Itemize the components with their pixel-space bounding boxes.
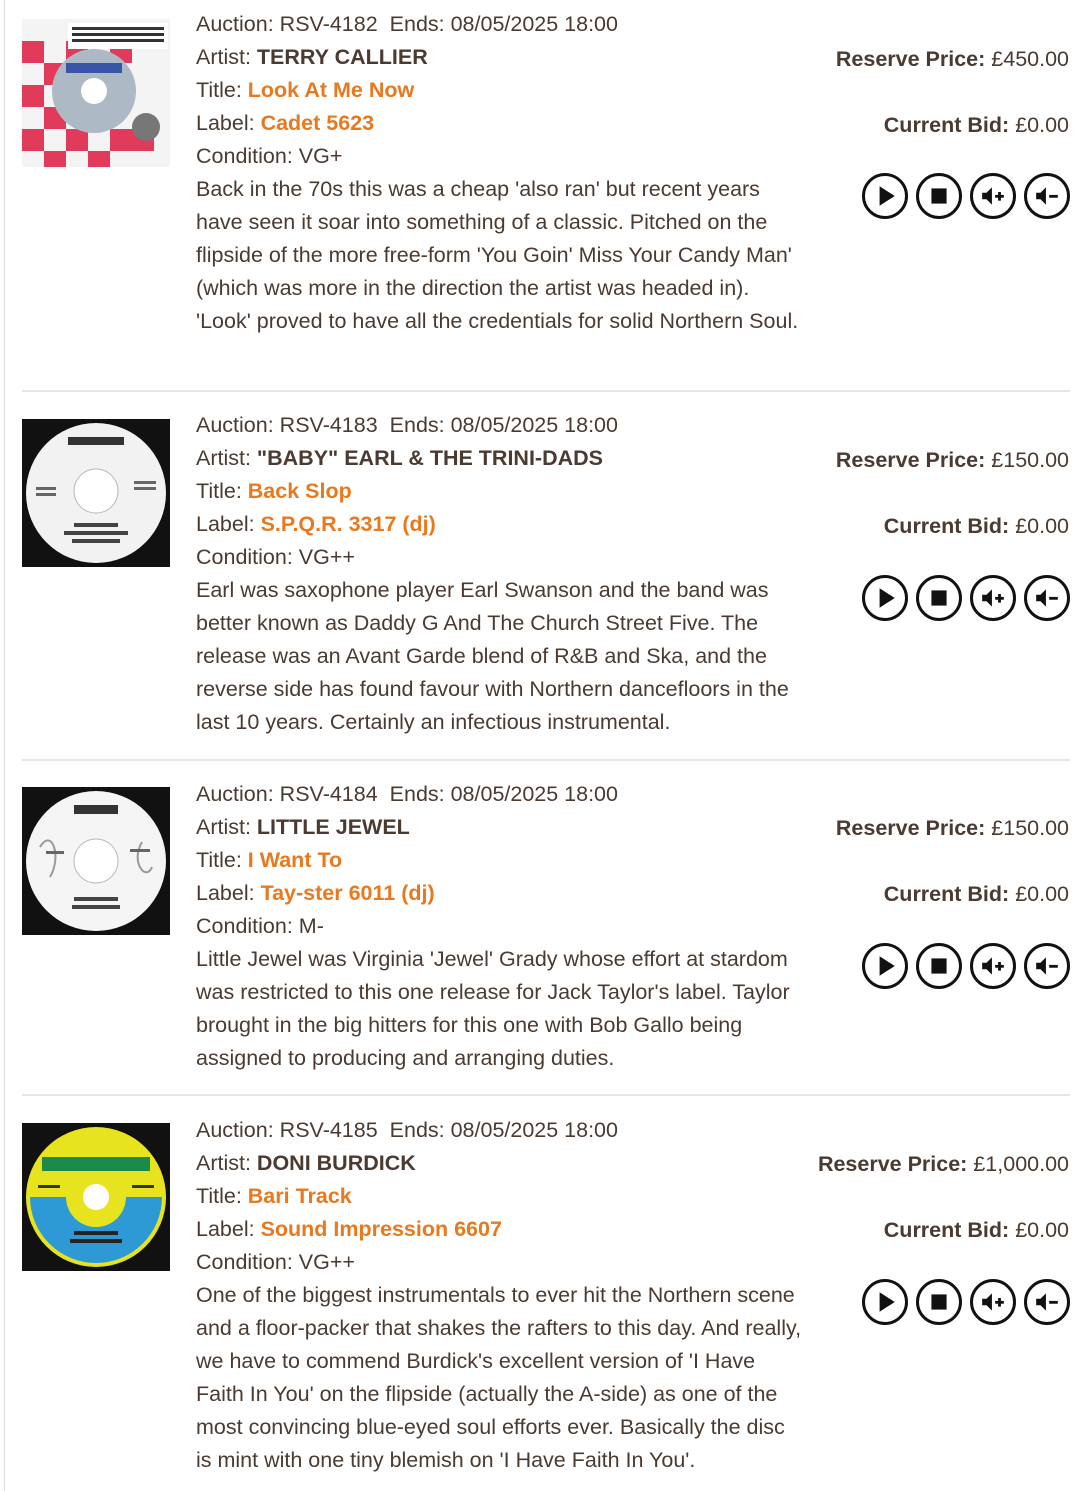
title-line: Title: Bari Track (196, 1184, 352, 1208)
condition-value: VG++ (298, 545, 355, 569)
current-bid: Current Bid: £0.00 (883, 882, 1069, 906)
play-icon (872, 953, 898, 979)
play-button[interactable] (862, 943, 908, 989)
stop-button[interactable] (916, 173, 962, 219)
auction-line: Auction: RSV-4184 Ends: 08/05/2025 18:00 (196, 782, 618, 806)
audio-controls (862, 1279, 1070, 1325)
stop-icon (926, 585, 952, 611)
record-image[interactable] (22, 419, 170, 567)
stop-button[interactable] (916, 943, 962, 989)
artist-name: TERRY CALLIER (256, 45, 428, 69)
audio-controls (862, 943, 1070, 989)
title-link[interactable]: Back Slop (247, 479, 352, 503)
auction-id: RSV-4183 (279, 413, 378, 437)
volume-up-icon (980, 183, 1006, 209)
description: Earl was saxophone player Earl Swanson and the band was better known as Daddy G And The Church Street Five. The release was an Avant Garde blend of R&B and Ska, and the reverse side has found favour with Northern dancefloors in the last 10 years. Certainly an infectious instrumental. (196, 578, 789, 734)
auction-end: 08/05/2025 18:00 (450, 12, 618, 36)
auction-end: 08/05/2025 18:00 (450, 1118, 618, 1142)
volume-up-icon (980, 1289, 1006, 1315)
spqr-record-label-image (22, 419, 170, 567)
artist-line: Artist: DONI BURDICK (196, 1151, 416, 1175)
volume-down-button[interactable] (1024, 1279, 1070, 1325)
current-bid: Current Bid: £0.00 (883, 113, 1069, 137)
play-button[interactable] (862, 1279, 908, 1325)
auction-line: Auction: RSV-4185 Ends: 08/05/2025 18:00 (196, 1118, 618, 1142)
play-icon (872, 585, 898, 611)
stop-icon (926, 183, 952, 209)
volume-up-button[interactable] (970, 173, 1016, 219)
auction-end: 08/05/2025 18:00 (450, 413, 618, 437)
volume-up-button[interactable] (970, 943, 1016, 989)
volume-up-icon (980, 953, 1006, 979)
label-link[interactable]: S.P.Q.R. 3317 (dj) (260, 512, 436, 536)
auction-id: RSV-4185 (279, 1118, 378, 1142)
artist-line: Artist: TERRY CALLIER (196, 45, 428, 69)
play-icon (872, 1289, 898, 1315)
record-image[interactable] (22, 19, 170, 167)
listing-divider (22, 1094, 1070, 1096)
left-border (4, 0, 5, 1491)
volume-down-button[interactable] (1024, 575, 1070, 621)
listing-info (196, 409, 806, 739)
title-line: Title: Back Slop (196, 479, 352, 503)
tay-ster-record-label-image (22, 787, 170, 935)
auction-id: RSV-4184 (279, 782, 378, 806)
title-link[interactable]: I Want To (247, 848, 343, 872)
condition-line: Condition: M- (196, 914, 324, 938)
label-line: Label: S.P.Q.R. 3317 (dj) (196, 512, 436, 536)
cadet-record-label-image (22, 19, 170, 167)
listing-divider (22, 390, 1070, 392)
reserve-price: Reserve Price: £450.00 (835, 47, 1069, 71)
condition-value: M- (298, 914, 324, 938)
current-bid: Current Bid: £0.00 (883, 514, 1069, 538)
condition-value: VG+ (298, 144, 343, 168)
label-link[interactable]: Cadet 5623 (260, 111, 375, 135)
stop-button[interactable] (916, 1279, 962, 1325)
reserve-price: Reserve Price: £150.00 (835, 816, 1069, 840)
title-link[interactable]: Look At Me Now (247, 78, 415, 102)
label-line: Label: Tay-ster 6011 (dj) (196, 881, 435, 905)
artist-name: DONI BURDICK (256, 1151, 416, 1175)
record-image[interactable] (22, 787, 170, 935)
label-link[interactable]: Tay-ster 6011 (dj) (260, 881, 435, 905)
listing-info (196, 1114, 806, 1477)
listing-info (196, 778, 806, 1075)
current-bid: Current Bid: £0.00 (883, 1218, 1069, 1242)
record-image[interactable] (22, 1123, 170, 1271)
condition-line: Condition: VG++ (196, 1250, 355, 1274)
stop-icon (926, 953, 952, 979)
stop-button[interactable] (916, 575, 962, 621)
auction-line: Auction: RSV-4183 Ends: 08/05/2025 18:00 (196, 413, 618, 437)
condition-value: VG++ (298, 1250, 355, 1274)
artist-line: Artist: "BABY" EARL & THE TRINI-DADS (196, 446, 604, 470)
description: Back in the 70s this was a cheap 'also ran' but recent years have seen it soar into something of a classic. Pitched on the flipside of the more free-form 'You Goin' Miss Your Candy Man' (which was more in the direction the artist was headed in). 'Look' proved to have all the credentials for solid Northern Soul. (196, 177, 799, 333)
volume-up-icon (980, 585, 1006, 611)
volume-down-icon (1034, 953, 1060, 979)
label-line: Label: Cadet 5623 (196, 111, 375, 135)
play-button[interactable] (862, 575, 908, 621)
audio-controls (862, 575, 1070, 621)
label-link[interactable]: Sound Impression 6607 (260, 1217, 502, 1241)
volume-up-button[interactable] (970, 1279, 1016, 1325)
auction-end: 08/05/2025 18:00 (450, 782, 618, 806)
artist-name: LITTLE JEWEL (256, 815, 410, 839)
title-line: Title: Look At Me Now (196, 78, 415, 102)
label-line: Label: Sound Impression 6607 (196, 1217, 502, 1241)
volume-down-icon (1034, 183, 1060, 209)
audio-controls (862, 173, 1070, 219)
description: Little Jewel was Virginia 'Jewel' Grady whose effort at stardom was restricted to this one release for Jack Taylor's label. Taylor brought in the big hitters for this one with Bob Gallo being assigned to producing and arranging duties. (196, 947, 790, 1070)
title-line: Title: I Want To (196, 848, 343, 872)
stop-icon (926, 1289, 952, 1315)
listing-info (196, 8, 806, 338)
volume-down-icon (1034, 1289, 1060, 1315)
volume-down-button[interactable] (1024, 943, 1070, 989)
volume-up-button[interactable] (970, 575, 1016, 621)
play-button[interactable] (862, 173, 908, 219)
listing-divider (22, 759, 1070, 761)
artist-line: Artist: LITTLE JEWEL (196, 815, 410, 839)
play-icon (872, 183, 898, 209)
condition-line: Condition: VG+ (196, 144, 343, 168)
description: One of the biggest instrumentals to ever hit the Northern scene and a floor-packer that shakes the rafters to this day. And really, we have to commend Burdick's excellent version of 'I Have Faith In You' on the flipside (actually the A-side) as one of the most convincing blue-eyed soul efforts ever. Basically the disc is mint with one tiny blemish on 'I Have Faith In You'. (196, 1283, 802, 1472)
title-link[interactable]: Bari Track (247, 1184, 352, 1208)
volume-down-button[interactable] (1024, 173, 1070, 219)
volume-down-icon (1034, 585, 1060, 611)
reserve-price: Reserve Price: £1,000.00 (817, 1152, 1069, 1176)
condition-line: Condition: VG++ (196, 545, 355, 569)
reserve-price: Reserve Price: £150.00 (835, 448, 1069, 472)
sound-impression-record-label-image (22, 1123, 170, 1271)
auction-line: Auction: RSV-4182 Ends: 08/05/2025 18:00 (196, 12, 618, 36)
artist-name: "BABY" EARL & THE TRINI-DADS (256, 446, 604, 470)
auction-id: RSV-4182 (279, 12, 378, 36)
